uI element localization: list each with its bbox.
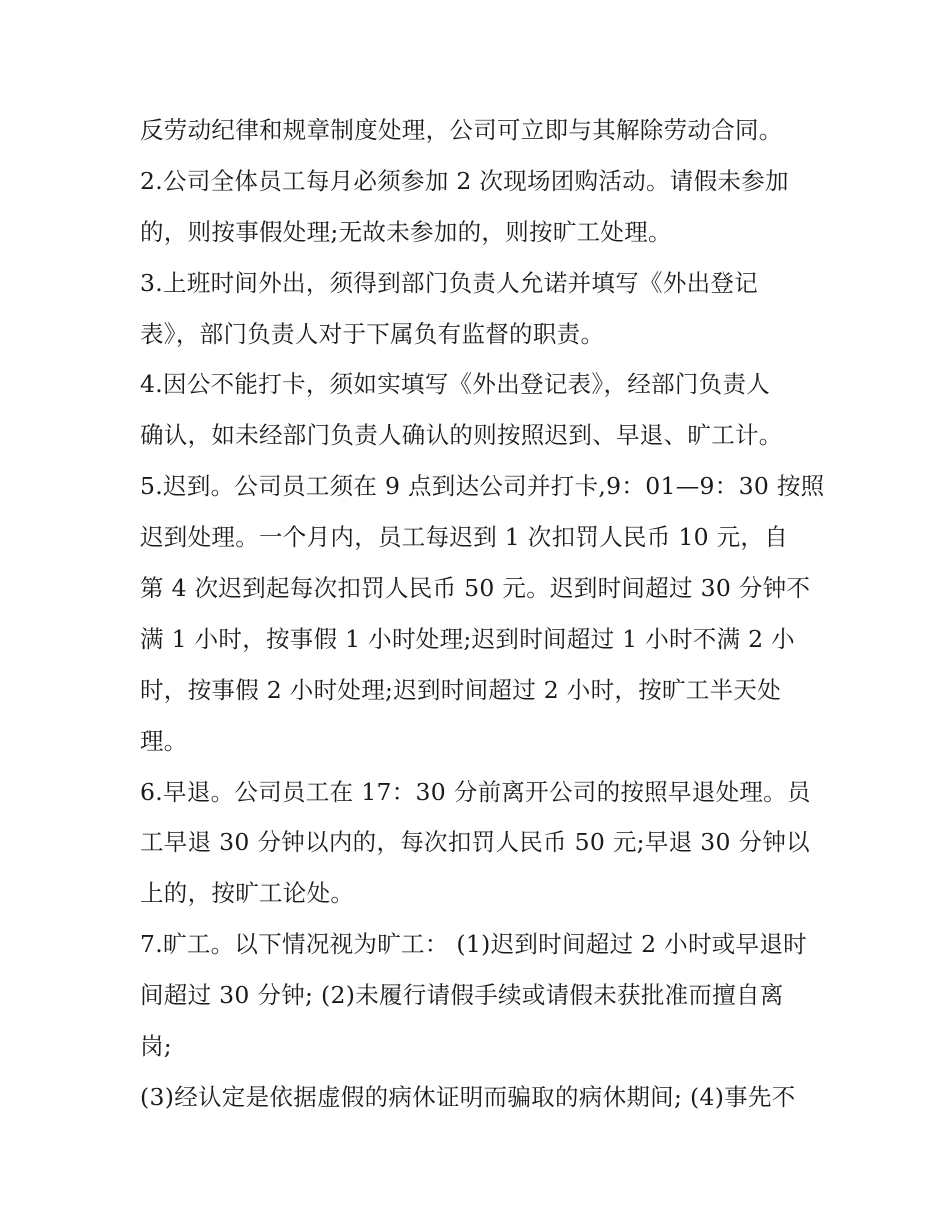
text-line: 表》，部门负责人对于下属负有监督的职责。	[140, 319, 605, 348]
text-line: (3)经认定是依据虚假的病休证明而骗取的病休期间; (4)事先不	[140, 1082, 796, 1111]
text-line: 迟到处理。一个月内，员工每迟到 1 次扣罚人民币 10 元，自	[140, 523, 789, 552]
text-line: 时，按事假 2 小时处理;迟到时间超过 2 小时，按旷工半天处	[140, 675, 781, 704]
text-line: 间超过 30 分钟; (2)未履行请假手续或请假未获批准而擅自离	[140, 981, 784, 1010]
text-line: 2.公司全体员工每月必须参加 2 次现场团购活动。请假未参加	[140, 166, 789, 195]
text-line: 工早退 30 分钟以内的，每次扣罚人民币 50 元;早退 30 分钟以	[140, 828, 810, 857]
text-line: 满 1 小时，按事假 1 小时处理;迟到时间超过 1 小时不满 2 小	[140, 624, 795, 653]
text-line: 反劳动纪律和规章制度处理，公司可立即与其解除劳动合同。	[140, 116, 783, 144]
text-line: 7.旷工。以下情况视为旷工： (1)迟到时间超过 2 小时或早退时	[140, 930, 807, 959]
text-line: 的，则按事假处理;无故未参加的，则按旷工处理。	[140, 217, 672, 246]
text-line: 4.因公不能打卡，须如实填写《外出登记表》，经部门负责人	[140, 370, 771, 399]
text-line: 5.迟到。公司员工须在 9 点到达公司并打卡,9：01—9：30 按照	[140, 472, 825, 501]
text-line: 6.早退。公司员工在 17：30 分前离开公司的按照早退处理。员	[140, 777, 811, 806]
text-line: 第 4 次迟到起每次扣罚人民币 50 元。迟到时间超过 30 分钟不	[140, 574, 811, 603]
text-line: 岗;	[140, 1032, 173, 1061]
text-line: 3.上班时间外出，须得到部门负责人允诺并填写《外出登记	[140, 268, 759, 297]
text-line: 理。	[140, 726, 188, 755]
text-line: 上的，按旷工论处。	[140, 879, 355, 908]
document-body	[140, 105, 825, 1123]
text-line: 确认，如未经部门负责人确认的则按照迟到、早退、旷工计。	[140, 421, 783, 450]
